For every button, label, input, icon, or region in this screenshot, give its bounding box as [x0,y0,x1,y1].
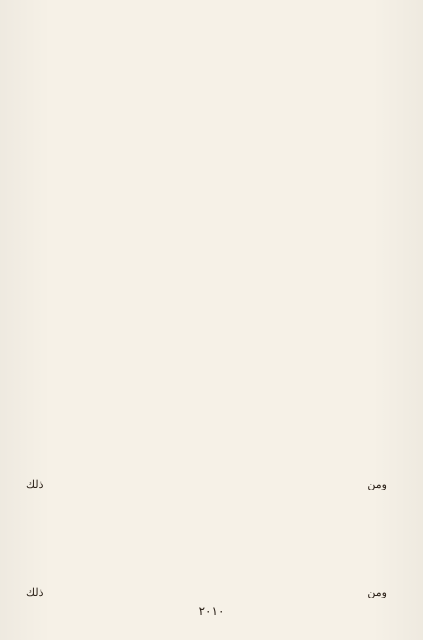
page-number: ٢٠١٠ [198,604,225,618]
text-block [26,30,397,598]
text-line: ومن ذلك [26,585,387,599]
text-line: ومن ذلك [26,477,387,491]
